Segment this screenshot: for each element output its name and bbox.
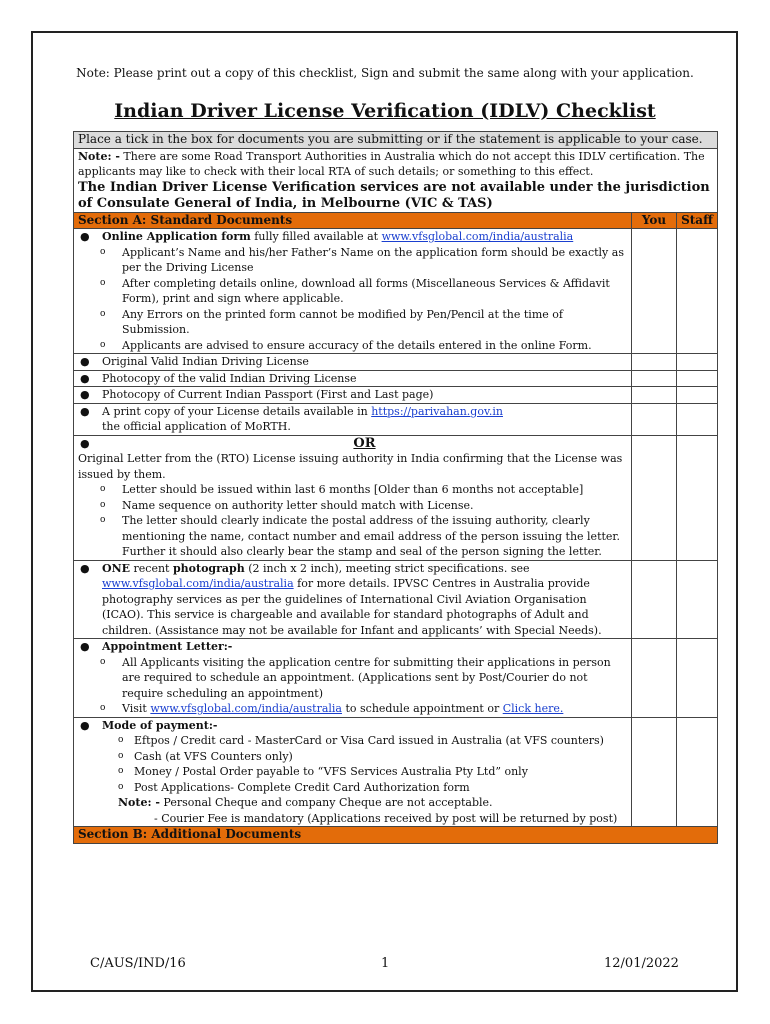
payment-item: Cash (at VFS Counters only) xyxy=(134,749,293,763)
bullet-icon: ● xyxy=(80,404,90,418)
checklist-row-photograph xyxy=(73,561,718,640)
payment-note-2: - Courier Fee is mandatory (Applications received by post will be returned by post) xyxy=(154,811,618,825)
jurisdiction-notice: The Indian Driver License Verification services are not available under the jurisdiction of Consulate General of India, in Melbourne (VIC & TAS) xyxy=(78,179,710,211)
you-checkbox[interactable] xyxy=(631,404,676,435)
staff-checkbox[interactable] xyxy=(676,718,717,827)
footer-page-number: 1 xyxy=(381,956,390,971)
page-title: Indian Driver License Verification (IDLV) Checklist xyxy=(114,100,656,122)
circle-bullet-icon: o xyxy=(100,703,106,713)
you-checkbox[interactable] xyxy=(631,387,676,403)
bullet-icon: ● xyxy=(80,371,90,385)
checklist-row-online-form xyxy=(73,229,718,354)
you-checkbox[interactable] xyxy=(631,371,676,387)
staff-checkbox[interactable] xyxy=(676,436,717,560)
payment-label: Mode of payment:- xyxy=(102,718,218,732)
checklist-item-label: Photocopy of the valid Indian Driving License xyxy=(102,371,357,385)
note-text: There are some Road Transport Authorities in Australia which do not accept this IDLV certification. The applicants may like to check with their local RTA of such details; or something to this effect. xyxy=(78,149,705,178)
payment-item: Post Applications- Complete Credit Card Authorization form xyxy=(134,780,470,794)
bullet-icon: ● xyxy=(80,640,90,653)
bullet-icon: ● xyxy=(80,388,90,401)
schedule-text: to schedule appointment or xyxy=(342,702,503,715)
payment-note-label: Note: - xyxy=(118,796,160,809)
you-checkbox[interactable] xyxy=(631,639,676,717)
bullet-icon: ● xyxy=(80,561,90,575)
vfs-photo-link[interactable]: www.vfsglobal.com/india/australia xyxy=(102,577,294,590)
payment-note-1: Personal Cheque and company Cheque are not acceptable. xyxy=(159,796,493,809)
circle-bullet-icon: o xyxy=(100,308,106,319)
appointment-label: Appointment Letter:- xyxy=(102,640,233,653)
parivahan-link[interactable]: https://parivahan.gov.in xyxy=(371,404,503,418)
staff-checkbox[interactable] xyxy=(676,371,717,387)
checklist-row xyxy=(73,371,718,388)
photo-text-more: for more details. IPVSC Centres in Australia provide photography services as per the guidelines of International Civil Aviation Organisation (ICAO). This service is chargeable and available for standard photographs of Adult and children. (Assistance may not be available for Infant and applicants’ with Special Needs). xyxy=(102,577,602,637)
checklist-row-appointment xyxy=(73,639,718,718)
online-sub-item: Applicants are advised to ensure accuracy of the details entered in the online Form. xyxy=(122,338,592,352)
print-note: Note: Please print out a copy of this checklist, Sign and submit the same along with your application. xyxy=(76,66,694,80)
bullet-icon: ● xyxy=(80,355,90,368)
appointment-sub-item: All Applicants visiting the application centre for submitting their applications in person are required to schedule an appointment. (Applications sent by Post/Courier do not require scheduling an appointment) xyxy=(122,655,611,700)
payment-item: Money / Postal Order payable to “VFS Services Australia Pty Ltd” only xyxy=(134,765,528,778)
visit-text: Visit xyxy=(122,702,151,715)
photo-recent: recent xyxy=(130,561,173,575)
photo-label: photograph xyxy=(172,561,245,575)
rto-letter-text: Original Letter from the (RTO) License issuing authority in India confirming that the License was issued by them. xyxy=(78,452,623,481)
online-sub-item: After completing details online, download all forms (Miscellaneous Services & Affidavit Form), print and sign where applicable. xyxy=(122,276,610,305)
circle-bullet-icon: o xyxy=(100,339,106,350)
bullet-icon: ● xyxy=(80,718,90,732)
staff-checkbox[interactable] xyxy=(676,639,717,717)
staff-checkbox[interactable] xyxy=(676,387,717,403)
note-label: Note: - xyxy=(78,149,120,163)
rto-sub-item: Name sequence on authority letter should match with License. xyxy=(122,498,474,512)
online-form-label: Online Application form xyxy=(102,230,251,243)
rto-sub-item: Letter should be issued within last 6 months [Older than 6 months not acceptable] xyxy=(122,483,584,496)
circle-bullet-icon: o xyxy=(100,656,106,667)
you-checkbox[interactable] xyxy=(631,561,676,639)
staff-checkbox[interactable] xyxy=(676,354,717,370)
footer-code: C/AUS/IND/16 xyxy=(90,956,186,971)
checklist-row-payment xyxy=(73,718,718,828)
circle-bullet-icon: o xyxy=(118,750,124,761)
circle-bullet-icon: o xyxy=(118,766,124,776)
bullet-icon: ● xyxy=(80,436,90,450)
circle-bullet-icon: o xyxy=(100,484,106,494)
circle-bullet-icon: o xyxy=(100,246,106,257)
tick-instruction: Place a tick in the box for documents you are submitting or if the statement is applicable to your case. xyxy=(78,132,703,146)
photo-one: ONE xyxy=(102,561,131,575)
section-a-title: Section A: Standard Documents xyxy=(78,212,293,227)
you-checkbox[interactable] xyxy=(631,718,676,827)
you-checkbox[interactable] xyxy=(631,436,676,560)
you-checkbox[interactable] xyxy=(631,354,676,370)
license-print-tail: the official application of MoRTH. xyxy=(102,420,291,433)
section-a-header xyxy=(73,213,718,230)
section-b-title: Section B: Additional Documents xyxy=(78,827,302,841)
online-sub-item: Any Errors on the printed form cannot be modified by Pen/Pencil at the time of Submission. xyxy=(122,307,563,336)
online-sub-item: Applicant’s Name and his/her Father’s Name on the application form should be exactly as per the Driving License xyxy=(122,245,624,274)
intro-note-row xyxy=(73,149,718,213)
circle-bullet-icon: o xyxy=(100,499,106,510)
photo-text: (2 inch x 2 inch), meeting strict specifications. see xyxy=(244,561,530,575)
col-staff-header: Staff xyxy=(676,213,717,229)
checklist-row-rto-letter xyxy=(73,436,718,561)
checklist-row xyxy=(73,354,718,371)
staff-checkbox[interactable] xyxy=(676,404,717,435)
payment-note xyxy=(78,795,627,811)
circle-bullet-icon: o xyxy=(100,515,106,525)
click-here-link[interactable]: Click here. xyxy=(502,702,564,715)
intro-note xyxy=(78,149,713,180)
checklist-item-label: Photocopy of Current Indian Passport (First and Last page) xyxy=(102,388,434,401)
rto-sub-item: The letter should clearly indicate the postal address of the issuing authority, clearly mentioning the name, contact number and email address of the person issuing the letter. Further it should also clearly bear the stamp and seal of the person signing the letter. xyxy=(122,514,620,558)
payment-item: Eftpos / Credit card - MasterCard or Visa Card issued in Australia (at VFS counters) xyxy=(134,734,604,747)
checklist-item-label: Original Valid Indian Driving License xyxy=(102,355,309,368)
staff-checkbox[interactable] xyxy=(676,229,717,353)
license-print-text: A print copy of your License details available in xyxy=(102,404,372,418)
checklist-row-license-print xyxy=(73,404,718,436)
vfs-appointment-link[interactable]: www.vfsglobal.com/india/australia xyxy=(150,702,342,715)
col-you-header: You xyxy=(631,213,676,229)
checklist-row xyxy=(73,387,718,404)
section-b-header xyxy=(73,827,718,844)
or-divider: OR xyxy=(353,435,376,451)
staff-checkbox[interactable] xyxy=(676,561,717,639)
tick-instruction-row xyxy=(73,131,718,149)
you-checkbox[interactable] xyxy=(631,229,676,353)
online-form-text: fully filled available at xyxy=(250,230,382,243)
bullet-icon: ● xyxy=(80,230,90,243)
footer-date: 12/01/2022 xyxy=(604,956,679,971)
vfs-link[interactable]: www.vfsglobal.com/india/australia xyxy=(381,230,574,243)
circle-bullet-icon: o xyxy=(118,735,124,745)
checklist-table xyxy=(73,131,718,844)
circle-bullet-icon: o xyxy=(118,781,124,792)
circle-bullet-icon: o xyxy=(100,277,106,288)
